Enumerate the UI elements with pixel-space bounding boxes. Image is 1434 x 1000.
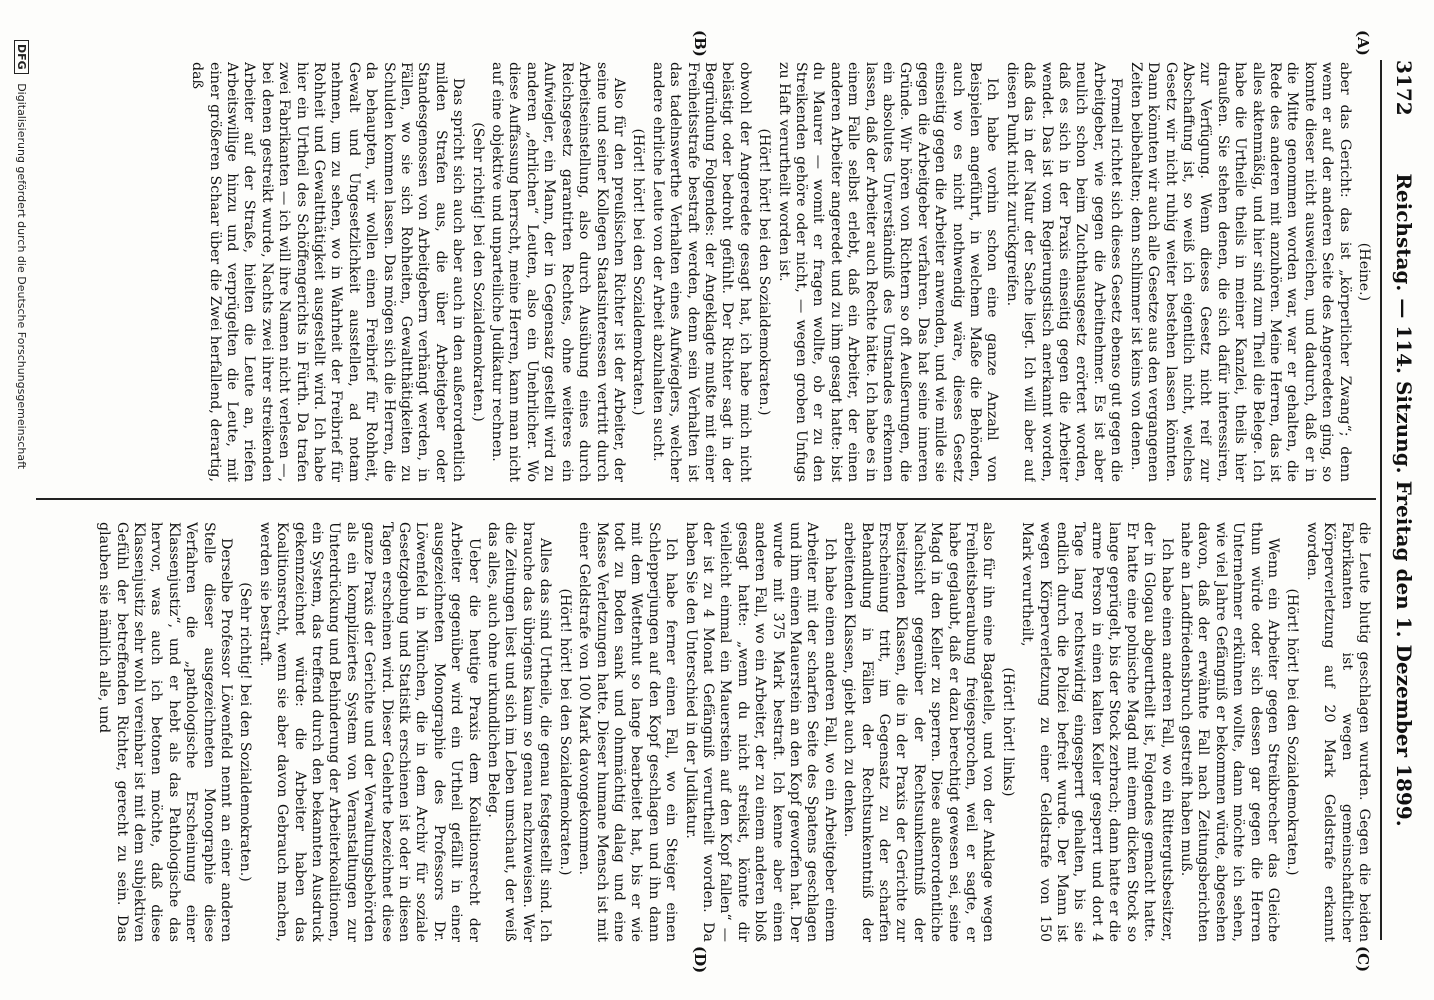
paragraph: Ich habe einen anderen Fall, wo ein Rittergutsbesitzer, der in Glogau abgeurtheilt ist, Folgendes gemacht hatte. Er hatte eine polnische Magd mit einem dicken Stock so lange geprügelt, bis der Stock zerbrach; dann hatte er die arme Person in einen kalten Keller gesperrt und dort 4 Tage lang rechtswidrig eingesperrt gehalten, bis sie endlich durch die Polizei befreit wurde. Der Mann ist wegen Körperverletzung zu einer Geldstrafe von 150 Mark verurtheilt, <box>1019 522 1175 942</box>
interjection: (Sehr richtig! bei den Sozialdemokraten.) <box>469 122 486 422</box>
page-title: Reichstag. — 114. Sitzung. Freitag den 1. Dezember 1899. <box>1392 173 1416 827</box>
interjection: (Hört! hört! bei den Sozialdemokraten.) <box>556 588 573 876</box>
paragraph: Ich habe vorhin schon eine ganze Anzahl von Beispielen angeführt, in welchem Maße die Behörden, auch wo es nicht nothwendig wäre, dieses Gesetz einseitig gegen die Arbeiter anwenden, und wie milde sie gegen die Arbeitgeber verfahren. Das hat seine inneren Gründe. Wir hören von Richtern so oft Aeußerungen, die ein absolutes Unverständniß des Umstandes erkennen lassen, daß der Arbeiter auch Rechte hätte. Ich habe es in einem Falle selbst erlebt, daß ein Arbeiter, der einen anderen Arbeiter angeredet und zu ihm gesagt hatte: bist du Maurer — womit er fragen wollte, ob er zu den Streikenden gehöre oder nicht, — wegen groben Unfugs zu Haft verurtheilt worden ist. <box>775 62 1001 482</box>
paragraph: Also für den preußischen Richter ist der Arbeiter, der seine und seiner Kollegen Staatsinteressen vertritt durch Arbeitseinstellung, also durch Ausübung eines durch Reichsgesetz garantirten Rechtes, ohne weiteres ein Aufwiegler, ein Mann, der in Gegensatz gestellt wird zu anderen „ehrlichen“ Leuten, also ein Unehrlicher. Wo diese Auffassung herrscht, meine Herren, kann man nicht auf eine objektive und unparteiliche Judikatur rechnen. <box>489 62 627 482</box>
page-number: 3172 <box>1392 60 1416 116</box>
paragraph: die Leute blutig geschlagen wurden. Gegen die beiden Fabrikanten ist wegen gemeinschaftlicher Körperverletzung auf 20 Mark Geldstrafe erkannt worden. <box>1303 522 1372 942</box>
header-rule <box>1380 60 1382 940</box>
paragraph: Ich habe ferner einen Fall, wo ein Steiger einen Schlepperjungen auf den Kopf geschlagen und ihn dann mit dem Wetterhut so lange bearbeitet hat, bis er wie todt zu Boden sank und ohnmächtig dalag und eine Masse Verletzungen hatte. Dieser humane Mensch ist mit einer Geldstrafe von 100 Mark davongekommen. <box>576 522 680 942</box>
paragraph: Formell richtet sich dieses Gesetz ebenso gut gegen die Arbeitgeber, wie gegen die Arbeitnehmer. Es ist aber neulich schon beim Zuchthausgesetz erörtert worden, daß es sich in der Praxis einseitig gegen die Arbeiter wendet. Das ist vom Regierungstisch anerkannt worden, daß das in der Natur der Sache liegt. Ich will aber auf diesen Punkt nicht zurückgreifen. <box>1003 62 1125 482</box>
margin-mark-b: (B) <box>691 30 709 57</box>
paragraph: Das spricht sich auch aber auch in den außerordentlich milden Strafen aus, die über Arbeitgeber oder Standesgenossen von Arbeitgebern verhängt werden, in Fällen, wo sie sich Rohheiten, Gewaltthätigkeiten zu Schulden kommen lassen. Das mögen sich die Herren, die da behaupten, wir wollen einen Freibrief für Rohheit, Gewalt und Ungesetzlichkeit ausstellen, ad notam nehmen, um zu sehen, wo in Wahrheit der Freibrief für Rohheit und Gewaltthätigkeit ausgestellt wird. Ich habe hier ein Urtheil des Schöffengerichts in Fürth. Da trafen zwei Fabrikanten — ich will ihre Namen nicht verlesen —, bei denen gestreikt wurde, Nachts zwei ihrer streikenden Arbeiter auf der Straße, hielten die Leute an, riefen Arbeitswillige hinzu und verprügelten die Leute, mit einer größeren Schaar über die Zwei herfallend, derartig, daß <box>189 62 467 482</box>
paragraph: Ich habe einen anderen Fall, wo ein Arbeitgeber einem Arbeiter mit der scharfen Seite des Spatens geschlagen und ihm einen Mauerstein an den Kopf geworfen hat. Der wurde mit 375 Mark bestraft. Ich kenne aber einen anderen Fall, wo ein Arbeiter, der zu einem anderen bloß gesagt hatte: „wenn du nicht streikst, könnte dir vielleicht einmal ein Mauerstein auf den Kopf fallen“ — der ist zu 4 Monat Gefängniß verurtheilt worden. Da haben Sie den Unterschied in der Judikatur. <box>682 522 838 942</box>
interjection: (Hört! hört! links) <box>999 667 1016 797</box>
paragraph: Derselbe Professor Löwenfeld nennt an einer anderen Stelle dieser ausgezeichneten Monographie diese Verfahren die „pathologische Erscheinung einer Klassenjustiz“, und er hebt als das Pathologische das hervor, was auch ich betonen möchte, daß diese Klassenjustiz sehr wohl vereinbar ist mit dem subjektiven Gefühl der betreffenden Richter, gerecht zu sein. Das glauben sie nämlich alle, und <box>96 522 234 942</box>
interjection: (Hört! hört! bei den Sozialdemokraten.) <box>756 128 773 416</box>
left-text-column <box>42 62 1372 482</box>
column-divider <box>36 498 1376 500</box>
page-footer <box>14 40 29 960</box>
margin-mark-d: (D) <box>691 946 709 974</box>
paragraph: aber das Gericht: das ist „körperlicher Zwang“; denn wenn er auf der anderen Seite des Angeredeten ging, so konnte dieser nicht ausweichen, und dadurch, daß er in die Mitte genommen worden war, war er gehalten, die Rede des anderen mit anzuhören. Meine Herren, das ist alles aktenmäßig, und hier sind zum Theil die Belege. Ich habe die Urtheile theils in meiner Kanzlei, theils hier draußen. Sie stehen denen, die sich dafür interessiren, zur Verfügung. Wenn dieses Gesetz nicht reif zur Abschaffung ist, so weiß ich eigentlich nicht, welches Gesetz wir nicht ruhig weiter bestehen lassen könnten. Dann könnten wir auch alle Gesetze aus den vergangenen Zeiten beibehalten; denn schlimmer ist keins von denen. <box>1127 62 1353 482</box>
right-text-column <box>42 522 1372 942</box>
dfg-logo-icon: DFG <box>14 40 29 74</box>
interjection: (Sehr richtig! bei den Sozialdemokraten.) <box>237 582 254 882</box>
paragraph: Ueber die heutige Praxis dem Koalitionsrecht der Arbeiter gegenüber wird ein Urtheil gefällt in einer ausgezeichneten Monographie des Professors Dr. Löwenfeld in München, die in dem Archiv für soziale Gesetzgebung und Statistik erschienen ist oder in diesen Tagen erscheinen wird. Dieser Gelehrte bezeichnet diese ganze Praxis der Gerichte und der Verwaltungsbehörden als ein kompliziertes System von Veranstaltungen zur Unterdrückung und Behinderung der Arbeiterkoalitionen, ein System, das treffend durch den bekannten Ausdruck gekennzeichnet würde: die Arbeiter haben das Koalitionsrecht, wenn sie aber davon Gebrauch machen, werden sie bestraft. <box>256 522 482 942</box>
paragraph: also für ihn eine Bagatelle, und von der Anklage wegen Freiheitsberaubung freigesprochen, weil er sagte, er habe geglaubt, daß er dazu berechtigt gewesen sei, seine Magd in den Keller zu sperren. Diese außerordentliche Nachsicht gegenüber der Rechtsunkenntniß der besitzenden Klassen, die in der Praxis der Gerichte zur Erscheinung tritt, im Gegensatz zu der scharfen Behandlung in Fällen der Rechtsunkenntniß der arbeitenden Klassen, giebt auch zu denken. <box>841 522 997 942</box>
interjection: (Hört! hört! bei den Sozialdemokraten.) <box>1284 588 1301 876</box>
paragraph: obwohl der Angeredete gesagt hat, ich habe mich nicht belästigt oder bedroht gefühlt. Der Richter sagt in der Begründung Folgendes: der Angeklagte mußte mit einer Freiheitsstrafe bestraft werden, denn sein Verhalten ist das tadelnswerthe Verhalten eines Aufwieglers, welcher andere ehrliche Leute von der Arbeit abzuhalten sucht. <box>649 62 753 482</box>
paragraph: Wenn ein Arbeiter gegen Streikbrecher das Gleiche thun würde oder sich dessen gar gegen die Herren Unternehmer erkühnen wollte, dann möchte ich sehen, wie viel Jahre Gefängniß er bekommen würde, abgesehen davon, daß der erwähnte Fall nach Zeitungsberichten nahe an Landfriedensbruch gestreift haben muß. <box>1177 522 1281 942</box>
funding-note: Digitalisierung gefördert durch die Deutsche Forschungsgemeinschaft <box>15 83 28 470</box>
paragraph: Alles das sind Urtheile, die genau festgestellt sind. Ich brauche das übrigens kaum so genau nachzuweisen. Wer die Zeitungen liest und sich im Leben umschaut, der weiß das alles, auch ohne urkundlichen Beleg. <box>485 522 554 942</box>
page-header <box>1386 60 1416 940</box>
speaker-label: (Heine.) <box>1356 242 1372 302</box>
margin-mark-c: (C) <box>1354 946 1372 973</box>
margin-mark-a: (A) <box>1354 30 1372 56</box>
interjection: (Hört! hört! bei den Sozialdemokraten.) <box>630 128 647 416</box>
